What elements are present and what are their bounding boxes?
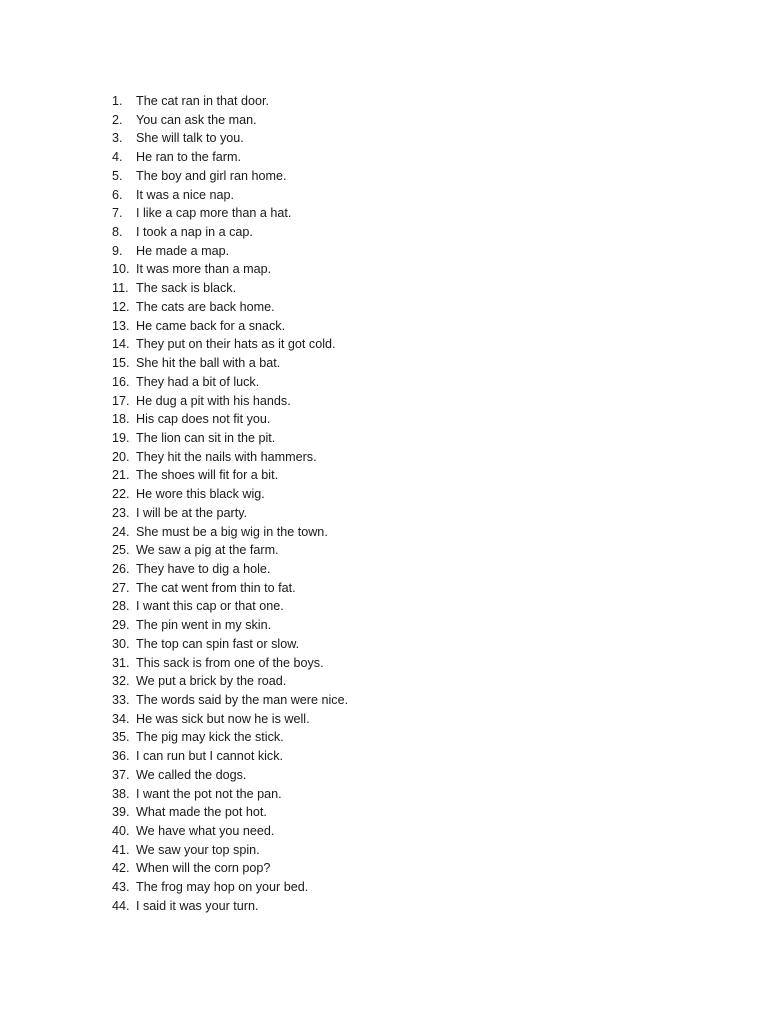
list-item-text: She hit the ball with a bat. <box>136 356 281 371</box>
list-item <box>112 466 348 485</box>
list-item-text: The frog may hop on your bed. <box>136 880 309 895</box>
list-item <box>112 785 348 804</box>
list-item-text: The cats are back home. <box>136 299 275 314</box>
list-item-number: 1. <box>112 94 123 108</box>
list-item-text: We put a brick by the road. <box>136 674 287 689</box>
list-item-text: We saw your top spin. <box>136 842 260 857</box>
list-item-number: 34. <box>112 711 130 726</box>
list-item-number: 37. <box>112 767 130 782</box>
list-item <box>112 766 348 785</box>
list-item-text: The lion can sit in the pit. <box>136 430 276 445</box>
list-item-text: The cat went from thin to fat. <box>136 580 296 595</box>
list-item <box>112 878 348 897</box>
list-item <box>112 616 348 635</box>
list-item-text: The shoes will fit for a bit. <box>136 468 279 483</box>
list-item <box>112 167 348 186</box>
list-item <box>112 204 348 223</box>
list-item-number: 15. <box>112 356 130 371</box>
list-item-text: This sack is from one of the boys. <box>136 655 324 670</box>
list-item <box>112 728 348 747</box>
list-item-text: We saw a pig at the farm. <box>136 543 279 558</box>
list-item-text: They hit the nails with hammers. <box>136 449 317 464</box>
list-item <box>112 710 348 729</box>
list-item-text: He came back for a snack. <box>136 318 286 333</box>
list-item <box>112 392 348 411</box>
list-item <box>112 92 348 111</box>
list-item-number: 12. <box>112 299 130 314</box>
list-item-number: 4. <box>112 150 123 165</box>
list-item-number: 23. <box>112 505 130 520</box>
list-item-text: The words said by the man were nice. <box>136 693 349 707</box>
list-item <box>112 354 348 373</box>
list-item-number: 2. <box>112 112 123 127</box>
list-item-text: They have to dig a hole. <box>136 561 271 576</box>
list-item-number: 8. <box>112 225 123 240</box>
list-item-number: 5. <box>112 168 123 183</box>
list-item <box>112 803 348 822</box>
list-item-number: 17. <box>112 393 130 408</box>
list-item <box>112 485 348 504</box>
list-item <box>112 560 348 579</box>
list-item-number: 31. <box>112 655 130 670</box>
list-item <box>112 859 348 878</box>
list-item-text: I can run but I cannot kick. <box>136 749 284 764</box>
list-item <box>112 317 348 336</box>
list-item-number: 42. <box>112 861 130 876</box>
list-item-text: I want the pot not the pan. <box>136 786 282 801</box>
list-item <box>112 635 348 654</box>
list-item-number: 32. <box>112 674 130 689</box>
list-item-number: 25. <box>112 543 130 558</box>
list-item <box>112 579 348 598</box>
list-item-text: He ran to the farm. <box>136 150 241 165</box>
list-item <box>112 298 348 317</box>
list-item-text: I like a cap more than a hat. <box>136 206 292 221</box>
list-item-text: He wore this black wig. <box>136 487 265 502</box>
list-item-text: The top can spin fast or slow. <box>136 636 300 651</box>
list-item-text: He dug a pit with his hands. <box>136 393 291 408</box>
list-item-text: I want this cap or that one. <box>136 599 284 614</box>
list-item-text: The pig may kick the stick. <box>136 730 284 745</box>
list-item <box>112 335 348 354</box>
list-item <box>112 448 348 467</box>
list-item-number: 38. <box>112 786 130 801</box>
list-item <box>112 373 348 392</box>
list-item-text: What made the pot hot. <box>136 805 267 820</box>
list-item-number: 3. <box>112 131 123 146</box>
list-item <box>112 279 348 298</box>
list-item-number: 10. <box>112 262 130 277</box>
list-item <box>112 260 348 279</box>
list-item-number: 43. <box>112 880 130 895</box>
list-item-number: 7. <box>112 206 123 221</box>
list-item-number: 44. <box>112 898 130 913</box>
list-item-number: 28. <box>112 599 130 614</box>
sentence-list <box>112 92 348 916</box>
list-item-text: The boy and girl ran home. <box>136 168 287 183</box>
list-item-text: We have what you need. <box>136 824 275 839</box>
list-item-number: 33. <box>112 693 130 707</box>
list-item-number: 24. <box>112 524 130 539</box>
list-item-text: The sack is black. <box>136 281 237 296</box>
list-item-number: 41. <box>112 842 130 857</box>
list-item <box>112 541 348 560</box>
list-item <box>112 897 348 916</box>
list-item <box>112 410 348 429</box>
list-item <box>112 504 348 523</box>
list-item-number: 40. <box>112 824 130 839</box>
list-item <box>112 111 348 130</box>
list-item <box>112 242 348 261</box>
list-item <box>112 148 348 167</box>
list-item-number: 21. <box>112 468 130 483</box>
list-item <box>112 223 348 242</box>
list-item <box>112 523 348 542</box>
list-item <box>112 672 348 691</box>
list-item-number: 19. <box>112 430 130 445</box>
list-item <box>112 429 348 448</box>
list-item-text: His cap does not fit you. <box>136 412 271 427</box>
list-item-text: We called the dogs. <box>136 767 247 782</box>
list-item-number: 26. <box>112 561 130 576</box>
list-item-text: I said it was your turn. <box>136 898 259 913</box>
list-item <box>112 691 348 710</box>
list-item-number: 35. <box>112 730 130 745</box>
list-item <box>112 747 348 766</box>
list-item-text: I will be at the party. <box>136 505 248 520</box>
list-item-number: 16. <box>112 374 130 389</box>
list-item <box>112 841 348 860</box>
list-item-number: 39. <box>112 805 130 820</box>
list-item-number: 11. <box>112 281 129 296</box>
list-item-number: 14. <box>112 337 130 352</box>
list-item-number: 6. <box>112 187 123 202</box>
list-item-number: 30. <box>112 636 130 651</box>
list-item-text: She must be a big wig in the town. <box>136 524 328 539</box>
list-item-text: When will the corn pop? <box>136 861 271 876</box>
list-item-number: 22. <box>112 487 130 502</box>
list-item <box>112 654 348 673</box>
list-item <box>112 129 348 148</box>
list-item-text: You can ask the man. <box>136 112 257 127</box>
list-item-number: 36. <box>112 749 130 764</box>
list-item-number: 29. <box>112 618 130 633</box>
list-item-text: He was sick but now he is well. <box>136 711 310 726</box>
list-item-text: The pin went in my skin. <box>136 618 272 633</box>
list-item <box>112 597 348 616</box>
list-item-text: They had a bit of luck. <box>136 374 260 389</box>
list-item-number: 9. <box>112 243 123 258</box>
list-item-text: It was more than a map. <box>136 262 272 277</box>
list-item-text: It was a nice nap. <box>136 187 235 202</box>
list-item-text: I took a nap in a cap. <box>136 225 253 240</box>
list-item-text: He made a map. <box>136 243 230 258</box>
list-item <box>112 822 348 841</box>
list-item-text: The cat ran in that door. <box>136 94 270 108</box>
list-item-number: 13. <box>112 318 130 333</box>
list-item-text: They put on their hats as it got cold. <box>136 337 336 352</box>
list-item <box>112 186 348 205</box>
list-item-text: She will talk to you. <box>136 131 244 146</box>
list-item-number: 20. <box>112 449 130 464</box>
list-item-number: 18. <box>112 412 130 427</box>
list-item-number: 27. <box>112 580 130 595</box>
